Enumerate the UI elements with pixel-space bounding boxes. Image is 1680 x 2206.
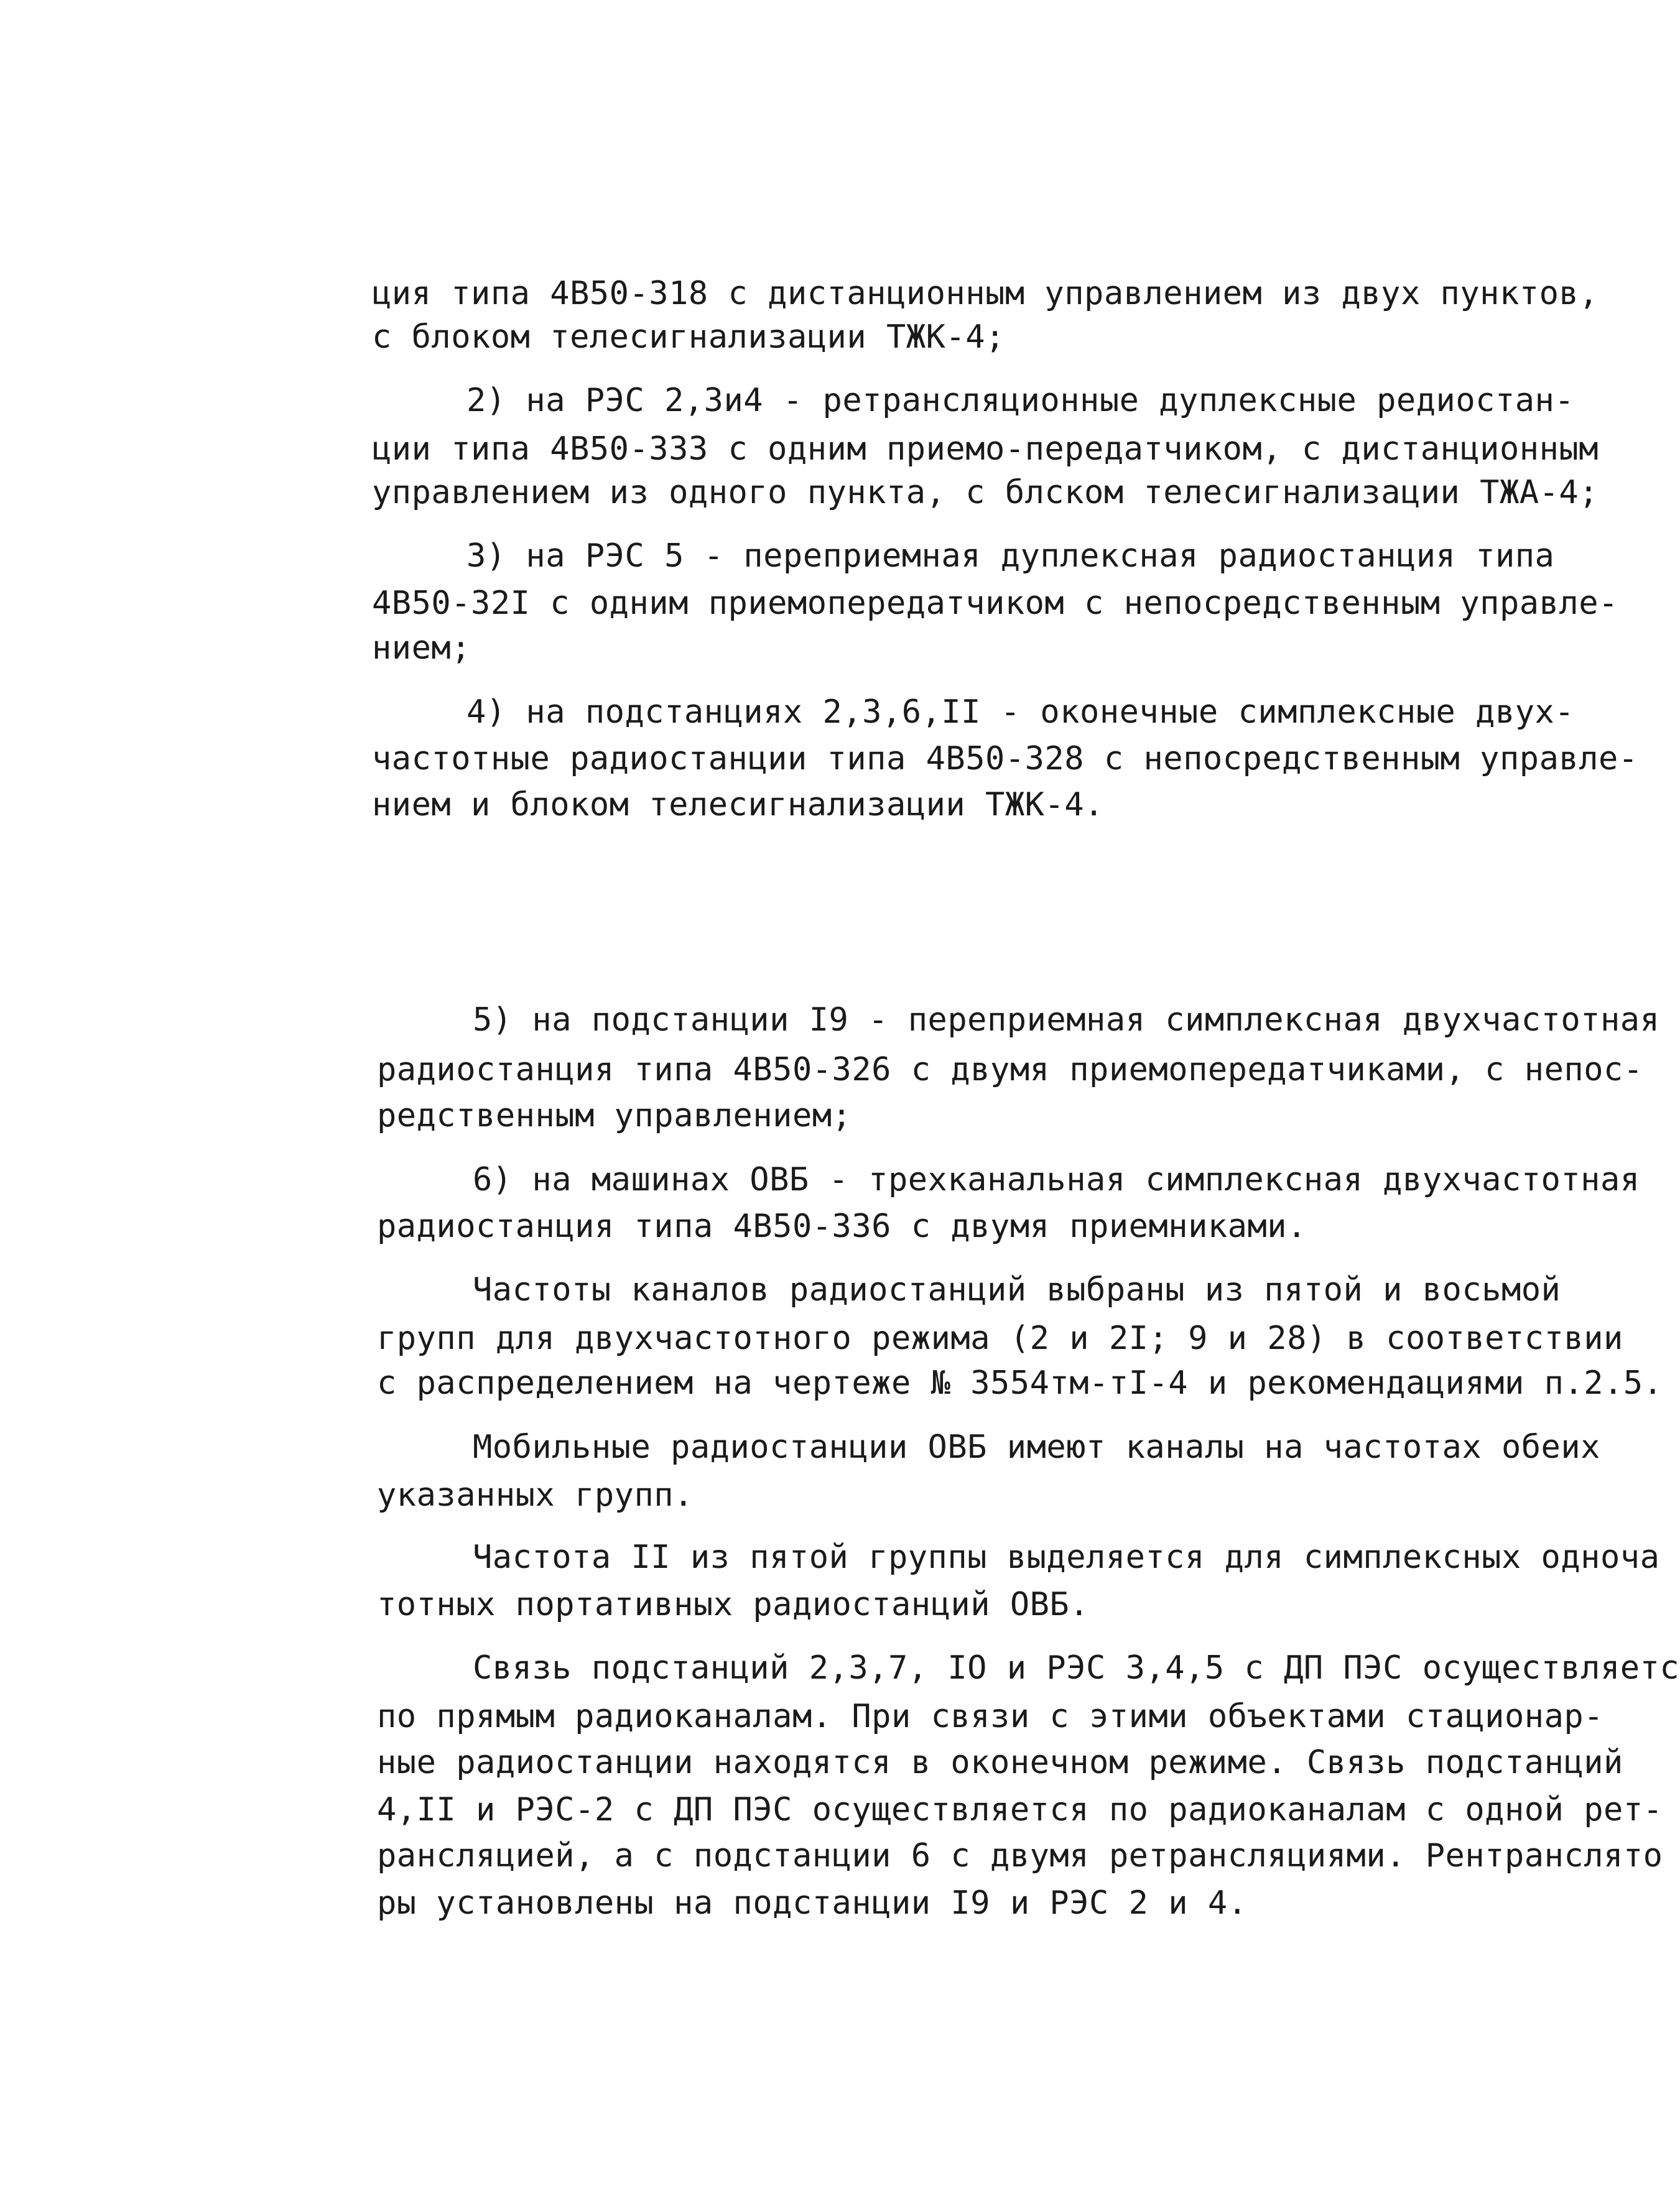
text-line: частотные радиостанции типа 4В50-328 с непосредственным управле- [372, 740, 1638, 777]
text-line: 4В50-32I с одним приемопередатчиком с непосредственным управле- [372, 585, 1618, 622]
text-line: ции типа 4В50-333 с одним приемо-передатчиком, с дистанционным [372, 430, 1599, 468]
text-line: групп для двухчастотного режима (2 и 2I; 9 и 28) в соответствии [377, 1320, 1623, 1357]
text-line: Частота II из пятой группы выделяется для симплексных одноча [473, 1539, 1660, 1576]
text-line: ные радиостанции находятся в оконечном режиме. Связь подстанций [377, 1744, 1623, 1781]
text-line: ция типа 4В50-318 с дистанционным управлением из двух пунктов, [372, 275, 1599, 312]
text-line: 5) на подстанции I9 - переприемная симплексная двухчастотная [473, 1001, 1660, 1039]
text-line: Частоты каналов радиостанций выбраны из пятой и восьмой [473, 1271, 1561, 1309]
text-line: по прямым радиоканалам. При связи с этими объектами стационар- [377, 1698, 1604, 1735]
text-line: нием; [372, 629, 471, 667]
text-line: Связь подстанций 2,3,7, IO и РЭС 3,4,5 с ДП ПЭС осуществляетс [473, 1649, 1680, 1687]
text-line: редственным управлением; [377, 1097, 852, 1134]
text-line: Мобильные радиостанции ОВБ имеют каналы на частотах обеих [473, 1429, 1600, 1466]
text-line: нием и блоком телесигнализации ТЖК-4. [372, 786, 1104, 823]
text-line: 6) на машинах ОВБ - трехканальная симплексная двухчастотная [473, 1161, 1640, 1198]
text-line: радиостанция типа 4В50-326 с двумя приемопередатчиками, с непос- [377, 1051, 1643, 1088]
text-line: 2) на РЭС 2,3и4 - ретрансляционные дуплексные редиостан- [466, 382, 1575, 419]
text-line: с блоком телесигнализации ТЖК-4; [372, 318, 1005, 356]
text-line: ры установлены на подстанции I9 и РЭС 2 и 4. [377, 1884, 1248, 1922]
text-line: 3) на РЭС 5 - переприемная дуплексная радиостанция типа [466, 537, 1555, 575]
text-line: управлением из одного пункта, с блском телесигнализации ТЖА-4; [372, 474, 1599, 511]
text-line: 4) на подстанциях 2,3,6,II - оконечные симплексные двух- [466, 693, 1575, 731]
text-line: радиостанция типа 4В50-336 с двумя приемниками. [377, 1208, 1307, 1245]
text-line: указанных групп. [377, 1476, 694, 1514]
text-line: рансляцией, а с подстанции 6 с двумя ретрансляциями. Рентранслято [377, 1837, 1663, 1875]
text-line: с распределением на чертеже № 3554тм-тI-4 и рекомендациями п.2.5. [377, 1365, 1663, 1402]
text-line: тотных портативных радиостанций ОВБ. [377, 1586, 1090, 1623]
text-line: 4,II и РЭС-2 с ДП ПЭС осуществляется по радиоканалам с одной рет- [377, 1791, 1663, 1828]
